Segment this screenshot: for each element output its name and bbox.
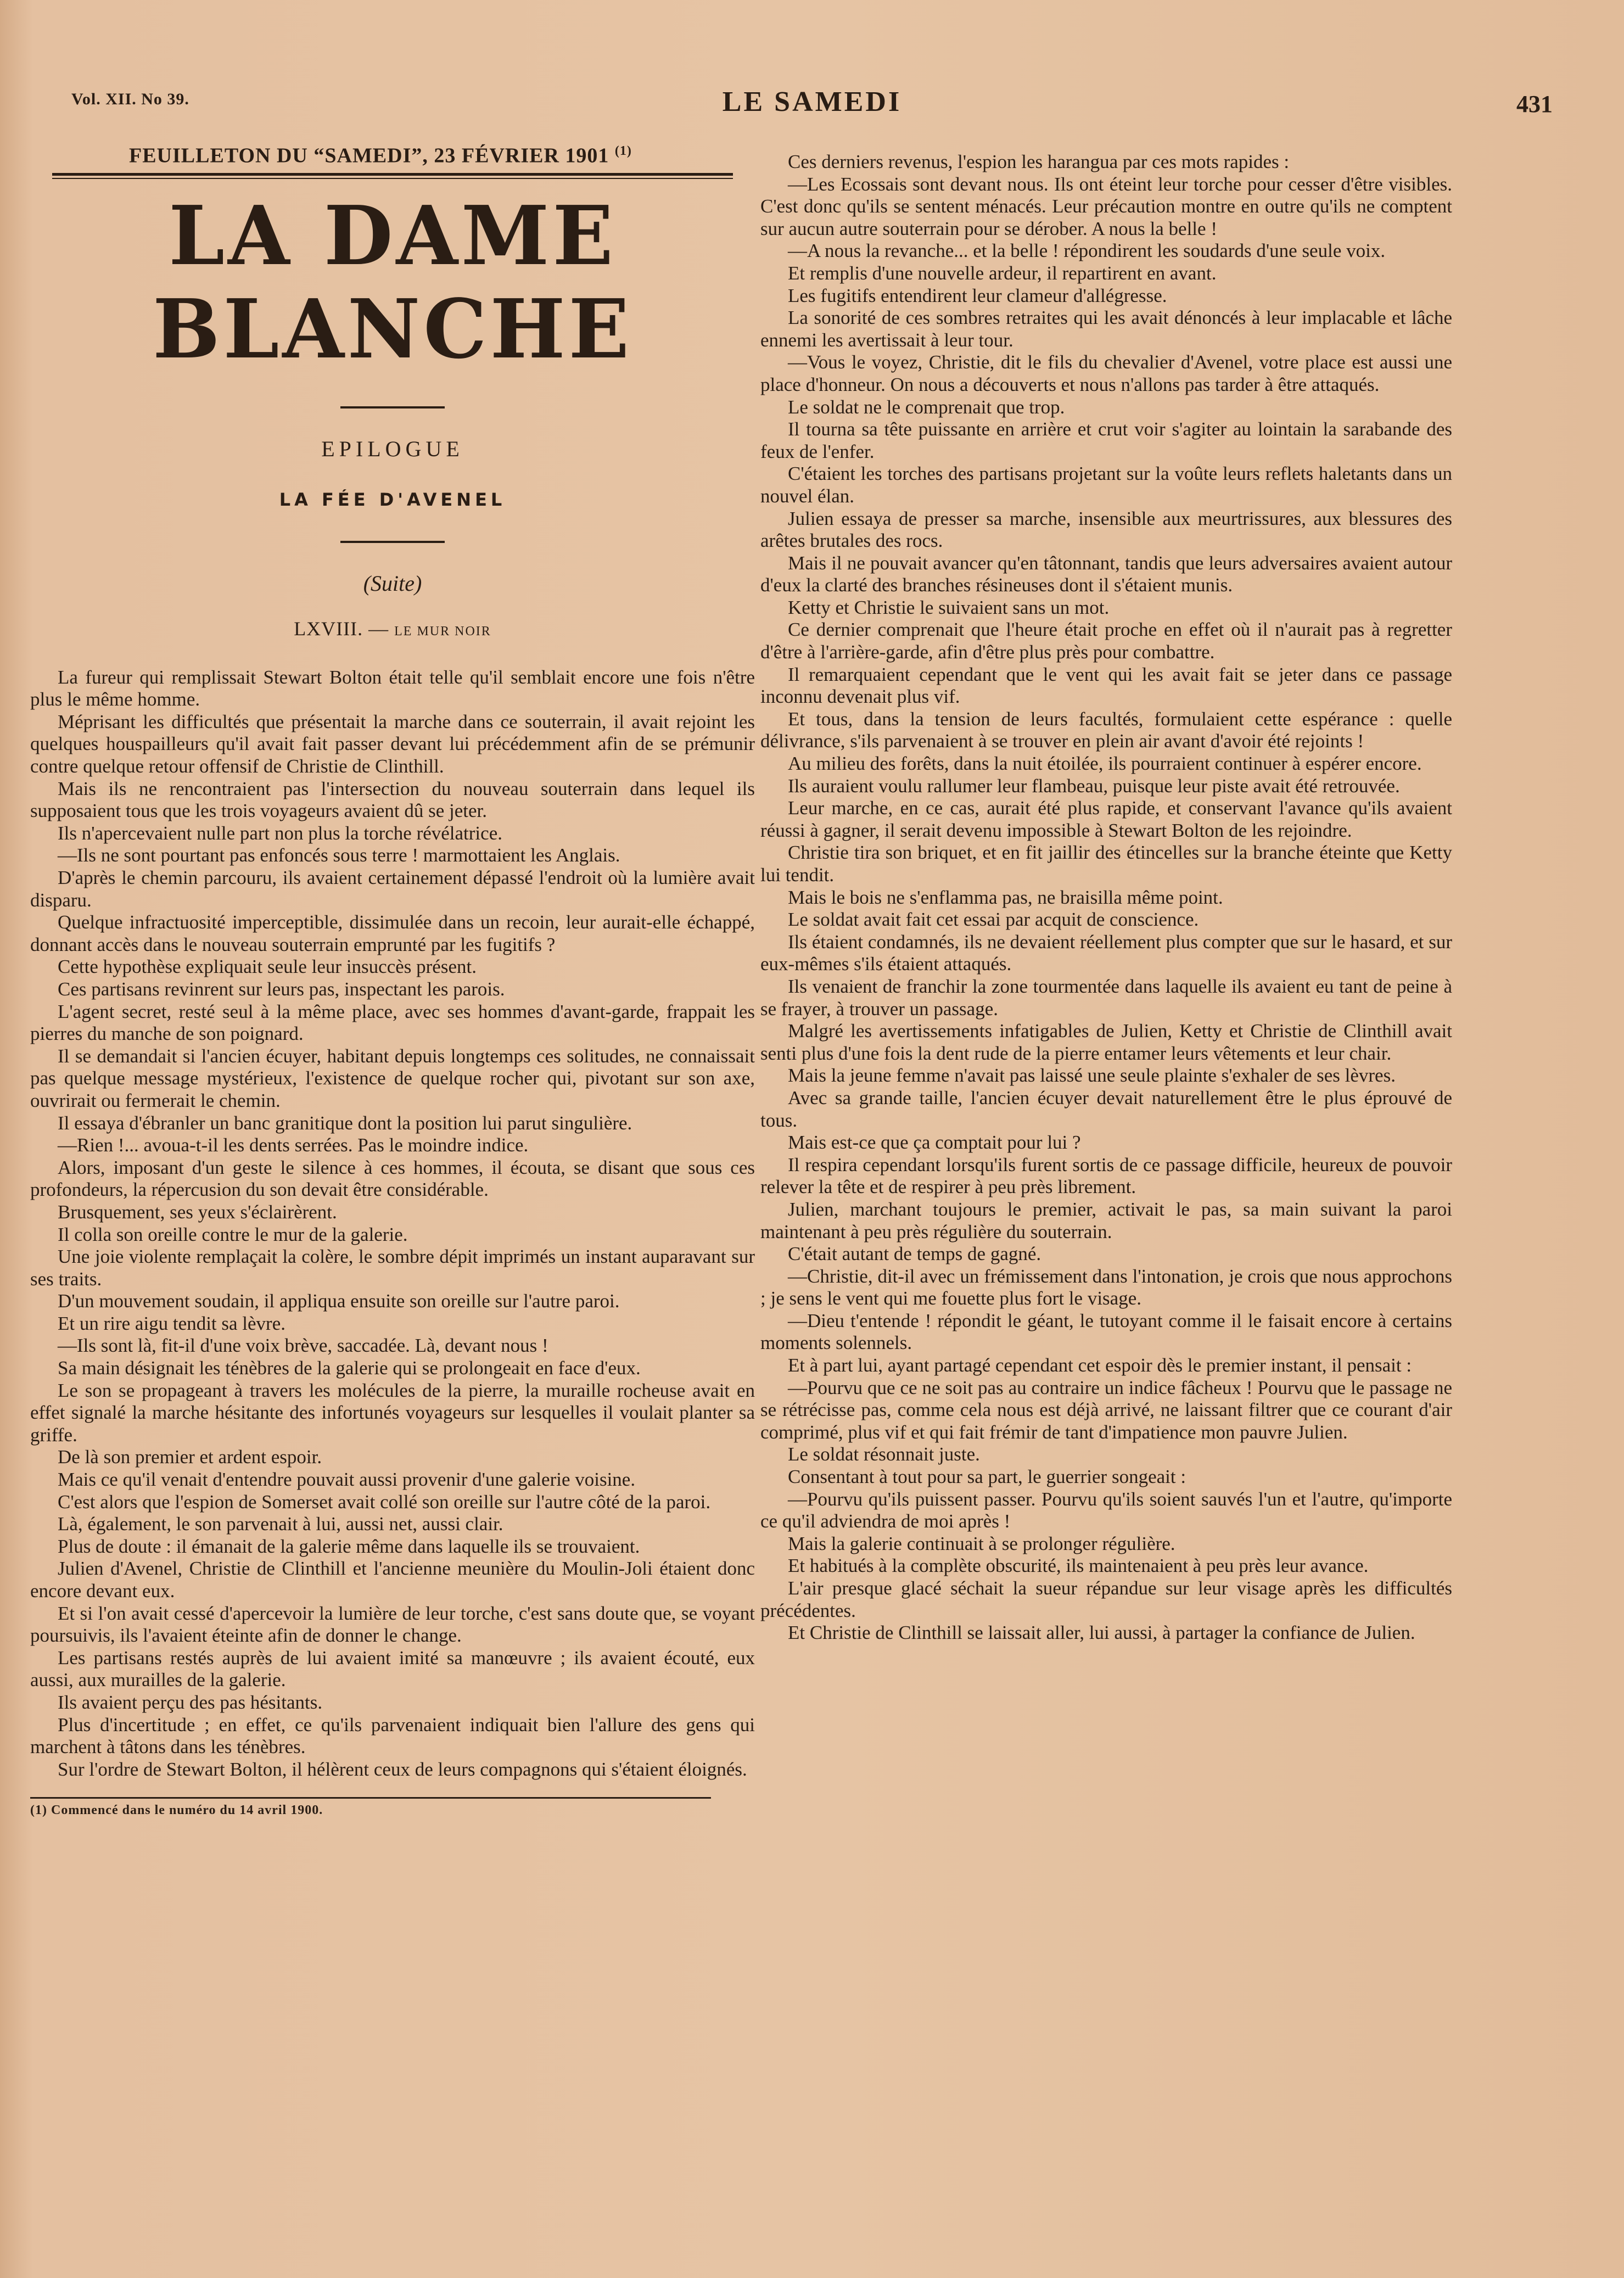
paragraph: Plus de doute : il émanait de la galerie même dans laquelle ils se trouvaient.	[58, 1535, 640, 1557]
chapter-number: LXVIII. —	[294, 617, 389, 640]
paragraph: Ils venaient de franchir la zone tourmentée dans laquelle ils avaient eu tant de peine à se frayer, à trouver un passage.	[760, 975, 1452, 1020]
story-title: LA DAME BLANCHE	[153, 187, 632, 377]
paragraph: —Pourvu qu'ils puissent passer. Pourvu qu'ils soient sauvés l'un et l'autre, qu'importe ce qu'il adviendra de moi après !	[760, 1488, 1452, 1532]
paragraph: Méprisant les difficultés que présentait la marche dans ce souterrain, il avait rejoint les quelques houspailleurs qu'il avait fait passer devant lui précédemment afin de se prémunir contre quelque retour offensif de Christie de Clinthill.	[30, 710, 755, 777]
paragraph: Mais la galerie continuait à se prolonger régulière.	[788, 1532, 1175, 1554]
page-header	[71, 82, 1553, 132]
right-column	[760, 151, 1452, 1644]
paragraph: Et tous, dans la tension de leurs facultés, formulaient cette espérance : quelle délivrance, s'ils parvenaient à se trouver en plein air avant d'avoir été rejoints !	[760, 708, 1452, 752]
chapter-heading	[30, 617, 755, 640]
paragraph: Et si l'on avait cessé d'apercevoir la lumière de leur torche, c'est sans doute que, se voyant poursuivis, ils l'avaient éteinte afin de donner le change.	[30, 1602, 755, 1647]
paragraph: Ils auraient voulu rallumer leur flambeau, puisque leur piste avait été retrouvée.	[788, 775, 1400, 797]
left-body-text	[30, 667, 755, 1781]
part-subtitle: LA FÉE D'AVENEL	[279, 489, 506, 510]
paragraph: Ils n'apercevaient nulle part non plus la torche révélatrice.	[58, 822, 502, 844]
paragraph: Julien essaya de presser sa marche, insensible aux meurtrissures, aux blessures des arêtes brutales des rocs.	[760, 507, 1452, 552]
paragraph: Julien d'Avenel, Christie de Clinthill et l'ancienne meunière du Moulin-Joli étaient donc encore devant eux.	[30, 1558, 755, 1602]
journal-name: LE SAMEDI	[722, 86, 902, 117]
paragraph: Brusquement, ses yeux s'éclairèrent.	[58, 1201, 337, 1223]
paragraph: —Rien !... avoua-t-il les dents serrées. Pas le moindre indice.	[58, 1134, 529, 1156]
paragraph: Une joie violente remplaçait la colère, le sombre dépit imprimés un instant auparavant sur ses traits.	[30, 1246, 755, 1290]
footnote-mark: (1)	[614, 144, 632, 158]
paragraph: Le son se propageant à travers les molécules de la pierre, la muraille rocheuse avait en effet signalé la marche hésitante des infortunés voyageurs sur lesquelles il voulait planter sa griffe.	[30, 1379, 755, 1446]
paragraph: Mais il ne pouvait avancer qu'en tâtonnant, tandis que leurs adversaires avaient autour d'eux la clarté des branches résineuses dont il s'étaient munis.	[760, 552, 1452, 596]
paragraph: Il essaya d'ébranler un banc granitique dont la position lui parut singulière.	[58, 1112, 632, 1134]
paragraph: Les fugitifs entendirent leur clameur d'allégresse.	[788, 284, 1167, 306]
paragraph: Ils avaient perçu des pas hésitants.	[58, 1691, 323, 1713]
paragraph: L'air presque glacé séchait la sueur répandue sur leur visage après les difficultés précédentes.	[760, 1577, 1452, 1621]
volume-number: Vol. XII. No 39.	[71, 90, 189, 108]
paragraph: —Ils sont là, fit-il d'une voix brève, saccadée. Là, devant nous !	[58, 1335, 548, 1357]
paragraph: —Les Ecossais sont devant nous. Ils ont éteint leur torche pour cesser d'être visibles. C'est donc qu'ils se sentent ménacés. Leur précaution montre en outre qu'ils ne comptent sur aucun autre souterrain pour se dérober. A nous la belle !	[760, 173, 1452, 239]
paragraph: Les partisans restés auprès de lui avaient imité sa manœuvre ; ils avaient écouté, eux aussi, aux murailles de la galerie.	[30, 1647, 755, 1691]
paragraph: Malgré les avertissements infatigables de Julien, Ketty et Christie de Clinthill avait senti plus d'une fois la dent rude de la pierre entamer leurs vêtements et leur chair.	[760, 1020, 1452, 1064]
paragraph: D'après le chemin parcouru, ils avaient certainement dépassé l'endroit où la lumière avait disparu.	[30, 867, 755, 911]
paragraph: —Dieu t'entende ! répondit le géant, le tutoyant comme il le faisait encore à certains moments solennels.	[760, 1309, 1452, 1354]
paragraph: De là son premier et ardent espoir.	[58, 1446, 322, 1468]
paragraph: —Christie, dit-il avec un frémissement dans l'intonation, je crois que nous approchons ; je sens le vent qui me fouette plus fort le visage.	[760, 1265, 1452, 1309]
paragraph: Et un rire aigu tendit sa lèvre.	[58, 1312, 285, 1334]
feuilleton-line	[30, 137, 755, 170]
paragraph: Sa main désignait les ténèbres de la galerie qui se prolongeait en face d'eux.	[58, 1357, 641, 1379]
paragraph: Ces partisans revinrent sur leurs pas, inspectant les parois.	[58, 978, 505, 1000]
paragraph: Mais est-ce que ça comptait pour lui ?	[788, 1132, 1081, 1154]
left-column	[30, 137, 755, 1818]
paragraph: Christie tira son briquet, et en fit jaillir des étincelles sur la branche éteinte que Ketty lui tendit.	[760, 842, 1452, 886]
paragraph: Et Christie de Clinthill se laissait aller, lui aussi, à partager la confiance de Julien.	[788, 1622, 1415, 1644]
paragraph: Et remplis d'une nouvelle ardeur, il repartirent en avant.	[788, 262, 1217, 284]
paragraph: Mais la jeune femme n'avait pas laissé une seule plainte s'exhaler de ses lèvres.	[788, 1065, 1396, 1087]
paragraph: L'agent secret, resté seul à la même place, avec ses hommes d'avant-garde, frappait les pierres du manche de son poignard.	[30, 1000, 755, 1045]
chapter-title: LE MUR NOIR	[394, 624, 491, 639]
paragraph: Mais ils ne rencontraient pas l'intersection du nouveau souterrain dans lequel ils supposaient tous que les trois voyageurs avaient dû se jeter.	[30, 777, 755, 822]
paragraph: Là, également, le son parvenait à lui, aussi net, aussi clair.	[58, 1513, 503, 1535]
footnote-rule	[30, 1797, 711, 1799]
paragraph: La fureur qui remplissait Stewart Bolton était telle qu'il semblait encore une fois n'être plus le même homme.	[30, 666, 755, 710]
paragraph: Cette hypothèse expliquait seule leur insuccès présent.	[58, 956, 477, 978]
paragraph: Ce dernier comprenait que l'heure était proche en effet où il n'aurait pas à regretter d'être à l'arrière-garde, afin d'être plus près pour combattre.	[760, 619, 1452, 663]
paragraph: C'étaient les torches des partisans projetant sur la voûte leurs reflets haletants dans un nouvel élan.	[760, 463, 1452, 507]
paragraph: Ces derniers revenus, l'espion les harangua par ces mots rapides :	[788, 151, 1290, 172]
right-body-text	[760, 151, 1452, 1644]
divider	[340, 541, 445, 543]
paragraph: Julien, marchant toujours le premier, activait le pas, sa main suivant la paroi maintenant à peu près régulière du souterrain.	[760, 1198, 1452, 1242]
paragraph: Alors, imposant d'un geste le silence à ces hommes, il écouta, se disant que sous ces profondeurs, la répercusion du son devait être considérable.	[30, 1156, 755, 1201]
paragraph: Plus d'incertitude ; en effet, ce qu'ils parvenaient indiquait bien l'allure des gens qui marchent à tâtons dans les ténèbres.	[30, 1714, 755, 1758]
paragraph: Le soldat résonnait juste.	[788, 1443, 980, 1465]
paragraph: —Ils ne sont pourtant pas enfoncés sous terre ! marmottaient les Anglais.	[58, 844, 620, 866]
paragraph: Quelque infractuosité imperceptible, dissimulée dans un recoin, leur aurait-elle échappé, donnant accès dans le nouveau souterrain emprunté par les fugitifs ?	[30, 911, 755, 955]
paragraph: Le soldat avait fait cet essai par acquit de conscience.	[788, 909, 1199, 931]
suite-label: (Suite)	[363, 570, 422, 596]
title-rule	[52, 173, 733, 179]
paragraph: —Vous le voyez, Christie, dit le fils du chevalier d'Avenel, votre place est aussi une place d'honneur. On nous a découverts et nous n'allons pas tarder à être attaqués.	[760, 351, 1452, 395]
divider	[340, 406, 445, 408]
paragraph: Leur marche, en ce cas, aurait été plus rapide, et conservant l'avance qu'ils avaient réussi à gagner, il serait devenu impossible à Stewart Bolton de les rejoindre.	[760, 797, 1452, 841]
paragraph: Il remarquaient cependant que le vent qui les avait fait se jeter dans ce passage inconnu devenait plus vif.	[760, 663, 1452, 708]
paragraph: La sonorité de ces sombres retraites qui les avait dénoncés à leur implacable et lâche ennemi les avertissait à leur tour.	[760, 307, 1452, 351]
paragraph: Consentant à tout pour sa part, le guerrier songeait :	[788, 1466, 1186, 1488]
paragraph: Avec sa grande taille, l'ancien écuyer devait naturellement être le plus éprouvé de tous.	[760, 1087, 1452, 1131]
epilogue-heading: EPILOGUE	[321, 436, 464, 461]
paragraph: Et habitués à la complète obscurité, ils maintenaient à peu près leur avance.	[788, 1555, 1369, 1577]
paragraph: Il colla son oreille contre le mur de la galerie.	[58, 1223, 408, 1245]
paragraph: Sur l'ordre de Stewart Bolton, il hélèrent ceux de leurs compagnons qui s'étaient éloignés.	[58, 1758, 747, 1780]
footnote: (1) Commencé dans le numéro du 14 avril 1900.	[30, 1803, 323, 1818]
feuilleton-text: FEUILLETON DU “SAMEDI”, 23 FÉVRIER 1901	[129, 144, 609, 167]
paragraph: Il respira cependant lorsqu'ils furent sortis de ce passage difficile, heureux de pouvoir relever la tête et de respirer à peu près librement.	[760, 1154, 1452, 1198]
paragraph: C'était autant de temps de gagné.	[788, 1243, 1041, 1265]
paragraph: C'est alors que l'espion de Somerset avait collé son oreille sur l'autre côté de la paroi.	[58, 1491, 711, 1513]
paragraph: Mais ce qu'il venait d'entendre pouvait aussi provenir d'une galerie voisine.	[58, 1469, 636, 1491]
paragraph: Ils étaient condamnés, ils ne devaient réellement plus compter que sur le hasard, et sur eux-mêmes s'ils étaient attaqués.	[760, 931, 1452, 975]
paragraph: Mais le bois ne s'enflamma pas, ne braisilla même point.	[788, 886, 1223, 908]
paragraph: —A nous la revanche... et la belle ! répondirent les soudards d'une seule voix.	[788, 240, 1386, 262]
paragraph: Ketty et Christie le suivaient sans un mot.	[788, 596, 1110, 618]
paragraph: D'un mouvement soudain, il appliqua ensuite son oreille sur l'autre paroi.	[58, 1290, 620, 1312]
paragraph: Au milieu des forêts, dans la nuit étoilée, ils pourraient continuer à espérer encore.	[788, 753, 1422, 775]
paragraph: Il tourna sa tête puissante en arrière et crut voir s'agiter au lointain la sarabande des feux de l'enfer.	[760, 418, 1452, 462]
paragraph: Le soldat ne le comprenait que trop.	[788, 396, 1065, 418]
page-number: 431	[1516, 91, 1553, 117]
paragraph: Et à part lui, ayant partagé cependant cet espoir dès le premier instant, il pensait :	[788, 1355, 1412, 1376]
paragraph: Il se demandait si l'ancien écuyer, habitant depuis longtemps ces solitudes, ne connaissait pas quelque message mystérieux, l'existence de quelque rocher qui, pivotant sur son axe, ouvrirait ou fermerait le chemin.	[30, 1045, 755, 1111]
paragraph: —Pourvu que ce ne soit pas au contraire un indice fâcheux ! Pourvu que le passage ne se rétrécisse pas, comme cela nous est déjà arrivé, ne laissant filtrer que ce courant d'air comprimé, plus vif et qui fait frémir de tant d'impatience mon pauvre Julien.	[760, 1376, 1452, 1443]
